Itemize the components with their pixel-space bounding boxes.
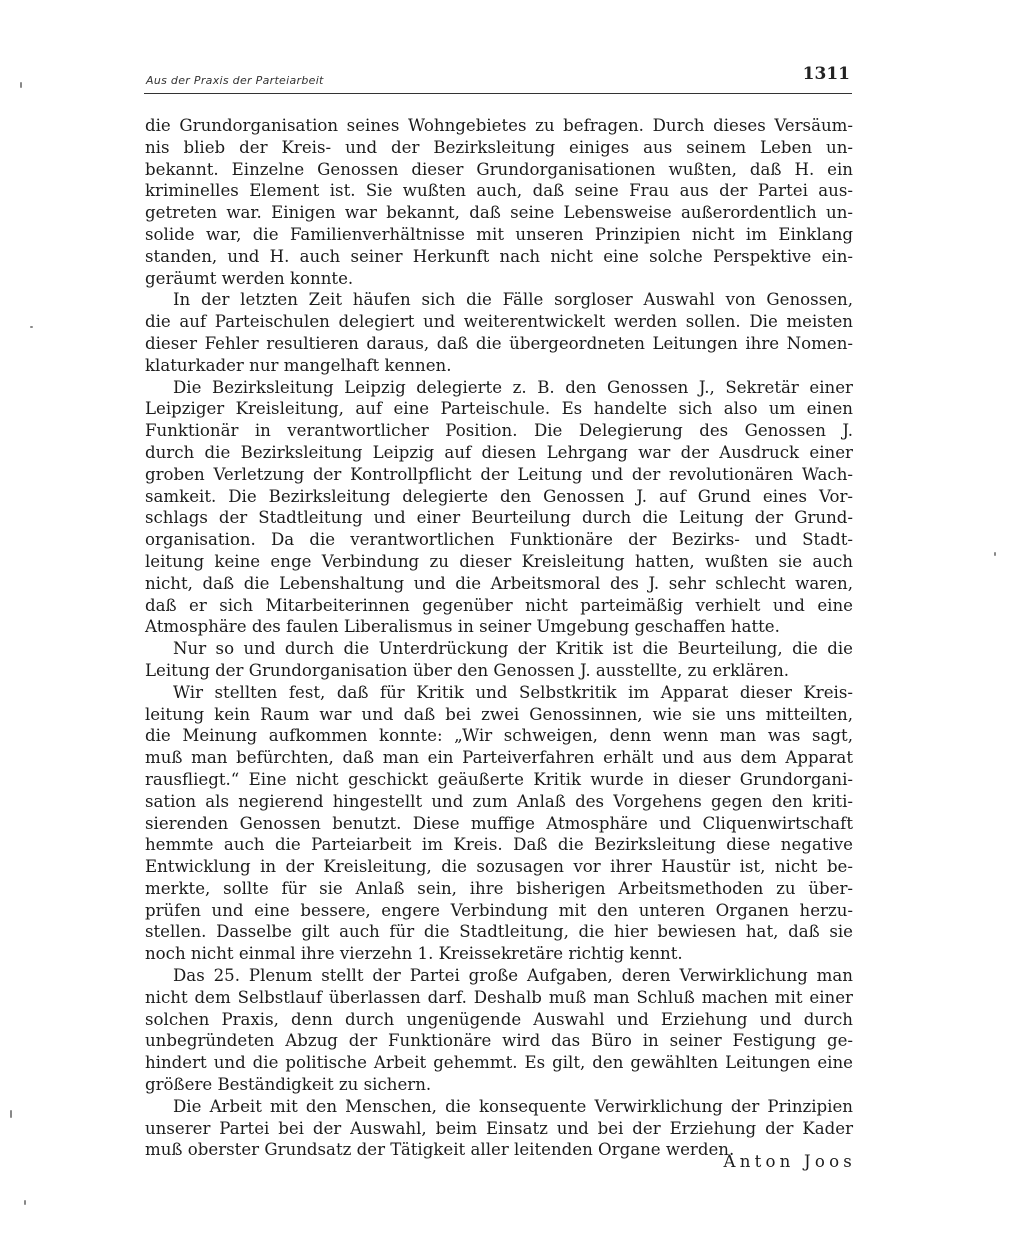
author-signature: Anton Joos: [723, 1152, 856, 1171]
text-line: leitung kein Raum war und daß bei zwei Genossinnen, wie sie uns mitteilten,: [145, 704, 853, 724]
text-line: muß oberster Grundsatz der Tätigkeit aller leitenden Organe werden.: [145, 1140, 735, 1160]
text-line: größere Beständigkeit zu sichern.: [145, 1075, 432, 1095]
paragraph: [145, 965, 853, 1096]
text-line: Das 25. Plenum stellt der Partei große Aufgaben, deren Verwirklichung man: [173, 966, 853, 986]
text-line: getreten war. Einigen war bekannt, daß seine Lebensweise außerordentlich un-: [145, 203, 853, 223]
article-body: [145, 115, 853, 1161]
text-line: unbegründeten Abzug der Funktionäre wird das Büro in seiner Festigung ge-: [145, 1031, 853, 1051]
text-line: rausfliegt.“ Eine nicht geschickt geäußerte Kritik wurde in dieser Grundorgani-: [145, 769, 853, 789]
text-line: daß er sich Mitarbeiterinnen gegenüber nicht parteimäßig verhielt und eine: [145, 595, 853, 615]
text-line: muß man befürchten, daß man ein Parteiverfahren erhält und aus dem Apparat: [145, 748, 853, 768]
text-line: solide war, die Familienverhältnisse mit unseren Prinzipien nicht im Einklang: [145, 224, 853, 244]
paragraph: [145, 377, 853, 639]
text-line: die Grundorganisation seines Wohngebietes zu befragen. Durch dieses Versäum-: [145, 116, 853, 135]
text-line: Nur so und durch die Unterdrückung der Kritik ist die Beurteilung, die die: [173, 639, 853, 659]
text-line: nicht dem Selbstlauf überlassen darf. Deshalb muß man Schluß machen mit einer: [145, 987, 853, 1007]
page-number: 1311: [802, 64, 850, 84]
text-line: In der letzten Zeit häufen sich die Fälle sorgloser Auswahl von Genossen,: [173, 290, 853, 310]
text-line: dieser Fehler resultieren daraus, daß die übergeordneten Leitungen ihre Nomen-: [145, 333, 853, 353]
paragraph: [145, 638, 853, 682]
text-line: Wir stellten fest, daß für Kritik und Selbstkritik im Apparat dieser Kreis-: [173, 682, 853, 702]
text-line: Entwicklung in der Kreisleitung, die sozusagen vor ihrer Haustür ist, nicht be-: [145, 857, 853, 877]
text-line: durch die Bezirksleitung Leipzig auf diesen Lehrgang war der Ausdruck einer: [145, 442, 853, 462]
text-line: bekannt. Einzelne Genossen dieser Grundorganisationen wußten, daß H. ein: [145, 159, 853, 179]
running-head: Aus der Praxis der Parteiarbeit: [146, 74, 324, 87]
text-line: nicht, daß die Lebenshaltung und die Arbeitsmoral des J. sehr schlecht waren,: [145, 573, 853, 593]
text-line: groben Verletzung der Kontrollpflicht der Leitung und der revolutionären Wach-: [145, 464, 853, 484]
text-line: schlags der Stadtleitung und einer Beurteilung durch die Leitung der Grund-: [145, 508, 853, 528]
text-line: nis blieb der Kreis- und der Bezirksleitung einiges aus seinem Leben un-: [145, 137, 853, 157]
text-line: organisation. Da die verantwortlichen Funktionäre der Bezirks- und Stadt-: [145, 530, 853, 550]
text-line: merkte, sollte für sie Anlaß sein, ihre bisherigen Arbeitsmethoden zu über-: [145, 878, 853, 898]
paragraph: [145, 682, 853, 965]
text-line: prüfen und eine bessere, engere Verbindung mit den unteren Organen herzu-: [145, 900, 853, 920]
text-line: Die Arbeit mit den Menschen, die konsequente Verwirklichung der Prinzipien: [173, 1096, 853, 1116]
text-line: klaturkader nur mangelhaft kennen.: [145, 355, 452, 375]
header-rule: [144, 93, 852, 94]
text-line: die auf Parteischulen delegiert und weiterentwickelt werden sollen. Die meisten: [145, 312, 853, 332]
text-line: die Meinung aufkommen konnte: „Wir schweigen, denn wenn man was sagt,: [145, 726, 853, 746]
text-line: geräumt werden konnte.: [145, 268, 354, 288]
text-line: sierenden Genossen benutzt. Diese muffige Atmosphäre und Cliquenwirtschaft: [145, 813, 853, 833]
text-line: Leipziger Kreisleitung, auf eine Parteischule. Es handelte sich also um einen: [145, 399, 853, 419]
scan-speck: [24, 1200, 26, 1205]
text-line: samkeit. Die Bezirksleitung delegierte den Genossen J. auf Grund eines Vor-: [145, 486, 853, 506]
scan-speck: [994, 552, 996, 556]
text-line: hindert und die politische Arbeit gehemmt. Es gilt, den gewählten Leitungen eine: [145, 1053, 853, 1073]
scan-speck: [20, 82, 22, 88]
scan-speck: [10, 1110, 12, 1118]
text-line: noch nicht einmal ihre vierzehn 1. Kreissekretäre richtig kennt.: [145, 944, 683, 964]
text-line: stellen. Dasselbe gilt auch für die Stadtleitung, die hier bewiesen hat, daß sie: [145, 922, 853, 942]
scan-speck: [30, 326, 33, 328]
paragraph: [145, 289, 853, 376]
text-line: kriminelles Element ist. Sie wußten auch, daß seine Frau aus der Partei aus-: [145, 181, 853, 201]
text-line: Funktionär in verantwortlicher Position. Die Delegierung des Genossen J.: [145, 421, 853, 441]
text-line: Die Bezirksleitung Leipzig delegierte z. B. den Genossen J., Sekretär einer: [173, 377, 853, 397]
text-line: solchen Praxis, denn durch ungenügende Auswahl und Erziehung und durch: [145, 1009, 853, 1029]
text-line: Atmosphäre des faulen Liberalismus in seiner Umgebung geschaffen hatte.: [145, 617, 780, 637]
text-line: Leitung der Grundorganisation über den Genossen J. ausstellte, zu erklären.: [145, 660, 790, 680]
text-line: hemmte auch die Parteiarbeit im Kreis. Daß die Bezirksleitung diese negative: [145, 835, 853, 855]
text-line: standen, und H. auch seiner Herkunft nach nicht eine solche Perspektive ein-: [145, 246, 853, 266]
text-line: sation als negierend hingestellt und zum Anlaß des Vorgehens gegen den kriti-: [145, 791, 853, 811]
paragraph: [145, 115, 853, 289]
text-line: unserer Partei bei der Auswahl, beim Einsatz und bei der Erziehung der Kader: [145, 1118, 853, 1138]
page-header: [144, 62, 852, 92]
text-line: leitung keine enge Verbindung zu dieser Kreisleitung hatten, wußten sie auch: [145, 551, 853, 571]
